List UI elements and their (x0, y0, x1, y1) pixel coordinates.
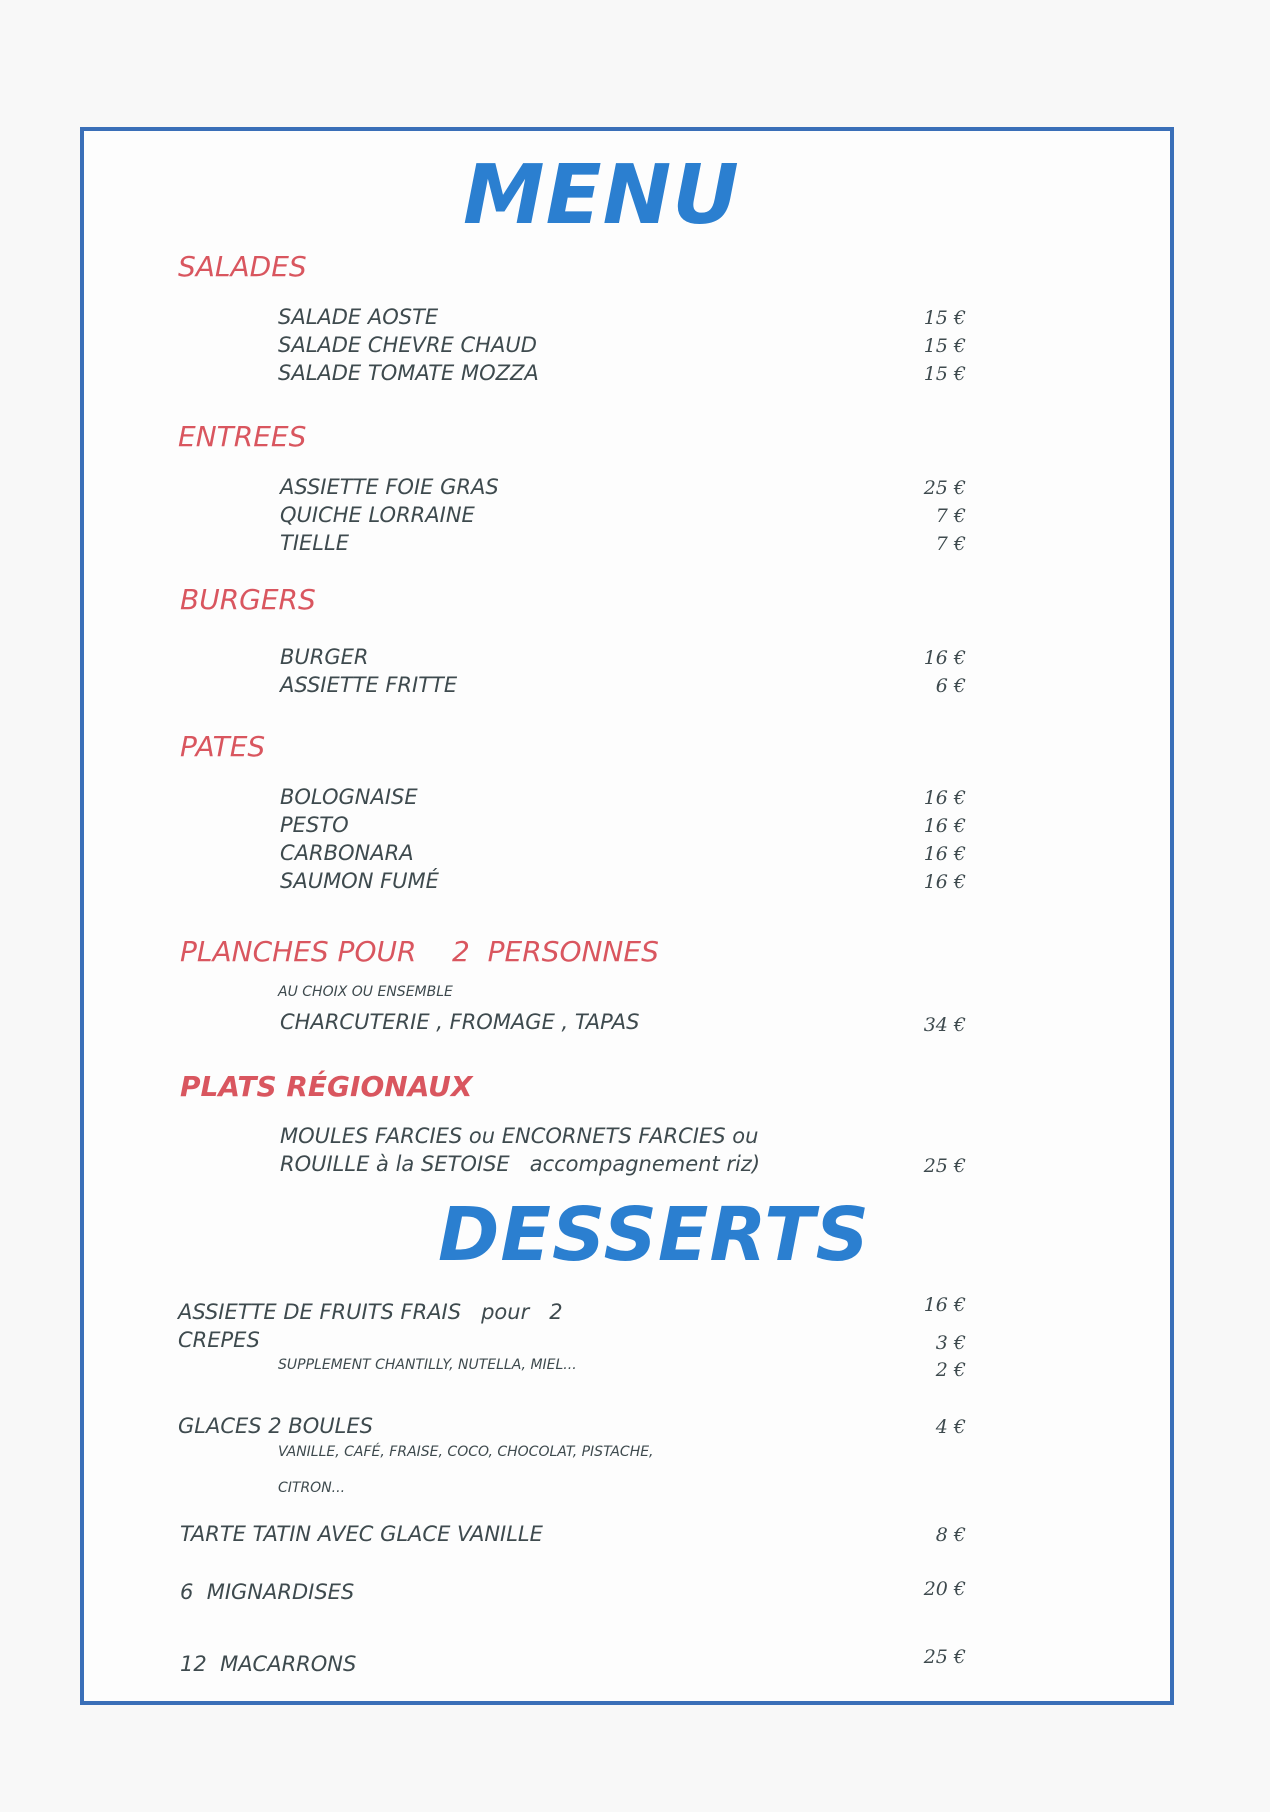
menu-item: 6 MIGNARDISES (180, 1580, 355, 1604)
menu-price: 25 € (923, 477, 966, 499)
dessert-note: VANILLE, CAFÉ, FRAISE, COCO, CHOCOLAT, PISTACHE, (278, 1444, 654, 1460)
menu-price: 8 € (935, 1524, 966, 1546)
dessert-note: SUPPLEMENT CHANTILLY, NUTELLA, MIEL... (278, 1357, 577, 1373)
menu-item: PESTO (280, 813, 349, 837)
menu-price: 16 € (923, 787, 966, 809)
menu-item: TIELLE (280, 531, 349, 555)
menu-item: CHARCUTERIE , FROMAGE , TAPAS (280, 1010, 640, 1034)
section-heading-planches: PLANCHES POUR 2 PERSONNES (180, 935, 659, 968)
menu-price: 16 € (923, 647, 966, 669)
menu-price: 25 € (923, 1155, 966, 1177)
menu-price: 15 € (923, 307, 966, 329)
menu-item: BURGER (280, 645, 369, 669)
menu-item: GLACES 2 BOULES (178, 1414, 373, 1438)
menu-price: 25 € (923, 1646, 966, 1668)
menu-price: 15 € (923, 335, 966, 357)
menu-item: ASSIETTE FRITTE (280, 673, 458, 697)
menu-border (80, 127, 1174, 1705)
planches-note: AU CHOIX OU ENSEMBLE (278, 984, 453, 1000)
menu-item: SAUMON FUMÉ (280, 869, 439, 893)
menu-item: QUICHE LORRAINE (280, 503, 475, 527)
menu-price: 6 € (935, 675, 966, 697)
menu-price: 34 € (923, 1014, 966, 1036)
menu-price: 2 € (935, 1359, 966, 1381)
menu-price: 7 € (935, 505, 966, 527)
menu-price: 3 € (935, 1332, 966, 1354)
menu-item: SALADE AOSTE (278, 305, 439, 329)
desserts-title: DESSERTS (438, 1192, 870, 1278)
menu-item: BOLOGNAISE (280, 785, 418, 809)
menu-item: SALADE TOMATE MOZZA (278, 361, 539, 385)
menu-item: TARTE TATIN AVEC GLACE VANILLE (180, 1522, 543, 1546)
menu-item: ROUILLE à la SETOISE accompagnement riz) (280, 1152, 761, 1176)
menu-item: SALADE CHEVRE CHAUD (278, 333, 537, 357)
menu-item: CREPES (178, 1328, 260, 1352)
section-heading-regionaux: PLATS RÉGIONAUX (180, 1070, 473, 1103)
section-heading-salades: SALADES (178, 250, 307, 283)
menu-price: 16 € (923, 1294, 966, 1316)
menu-item: 12 MACARRONS (180, 1652, 357, 1676)
menu-price: 4 € (935, 1416, 966, 1438)
section-heading-entrees: ENTREES (178, 420, 307, 453)
section-heading-burgers: BURGERS (180, 583, 316, 616)
menu-item: ASSIETTE FOIE GRAS (280, 475, 499, 499)
section-heading-pates: PATES (180, 730, 266, 763)
menu-price: 7 € (935, 533, 966, 555)
menu-item: ASSIETTE DE FRUITS FRAIS pour 2 (178, 1300, 563, 1324)
dessert-note: CITRON... (278, 1480, 346, 1496)
menu-price: 16 € (923, 843, 966, 865)
menu-price: 16 € (923, 871, 966, 893)
menu-item: MOULES FARCIES ou ENCORNETS FARCIES ou (280, 1124, 759, 1148)
menu-price: 15 € (923, 363, 966, 385)
menu-item: CARBONARA (280, 841, 414, 865)
menu-price: 20 € (923, 1578, 966, 1600)
menu-price: 16 € (923, 815, 966, 837)
menu-title: MENU (463, 148, 740, 243)
